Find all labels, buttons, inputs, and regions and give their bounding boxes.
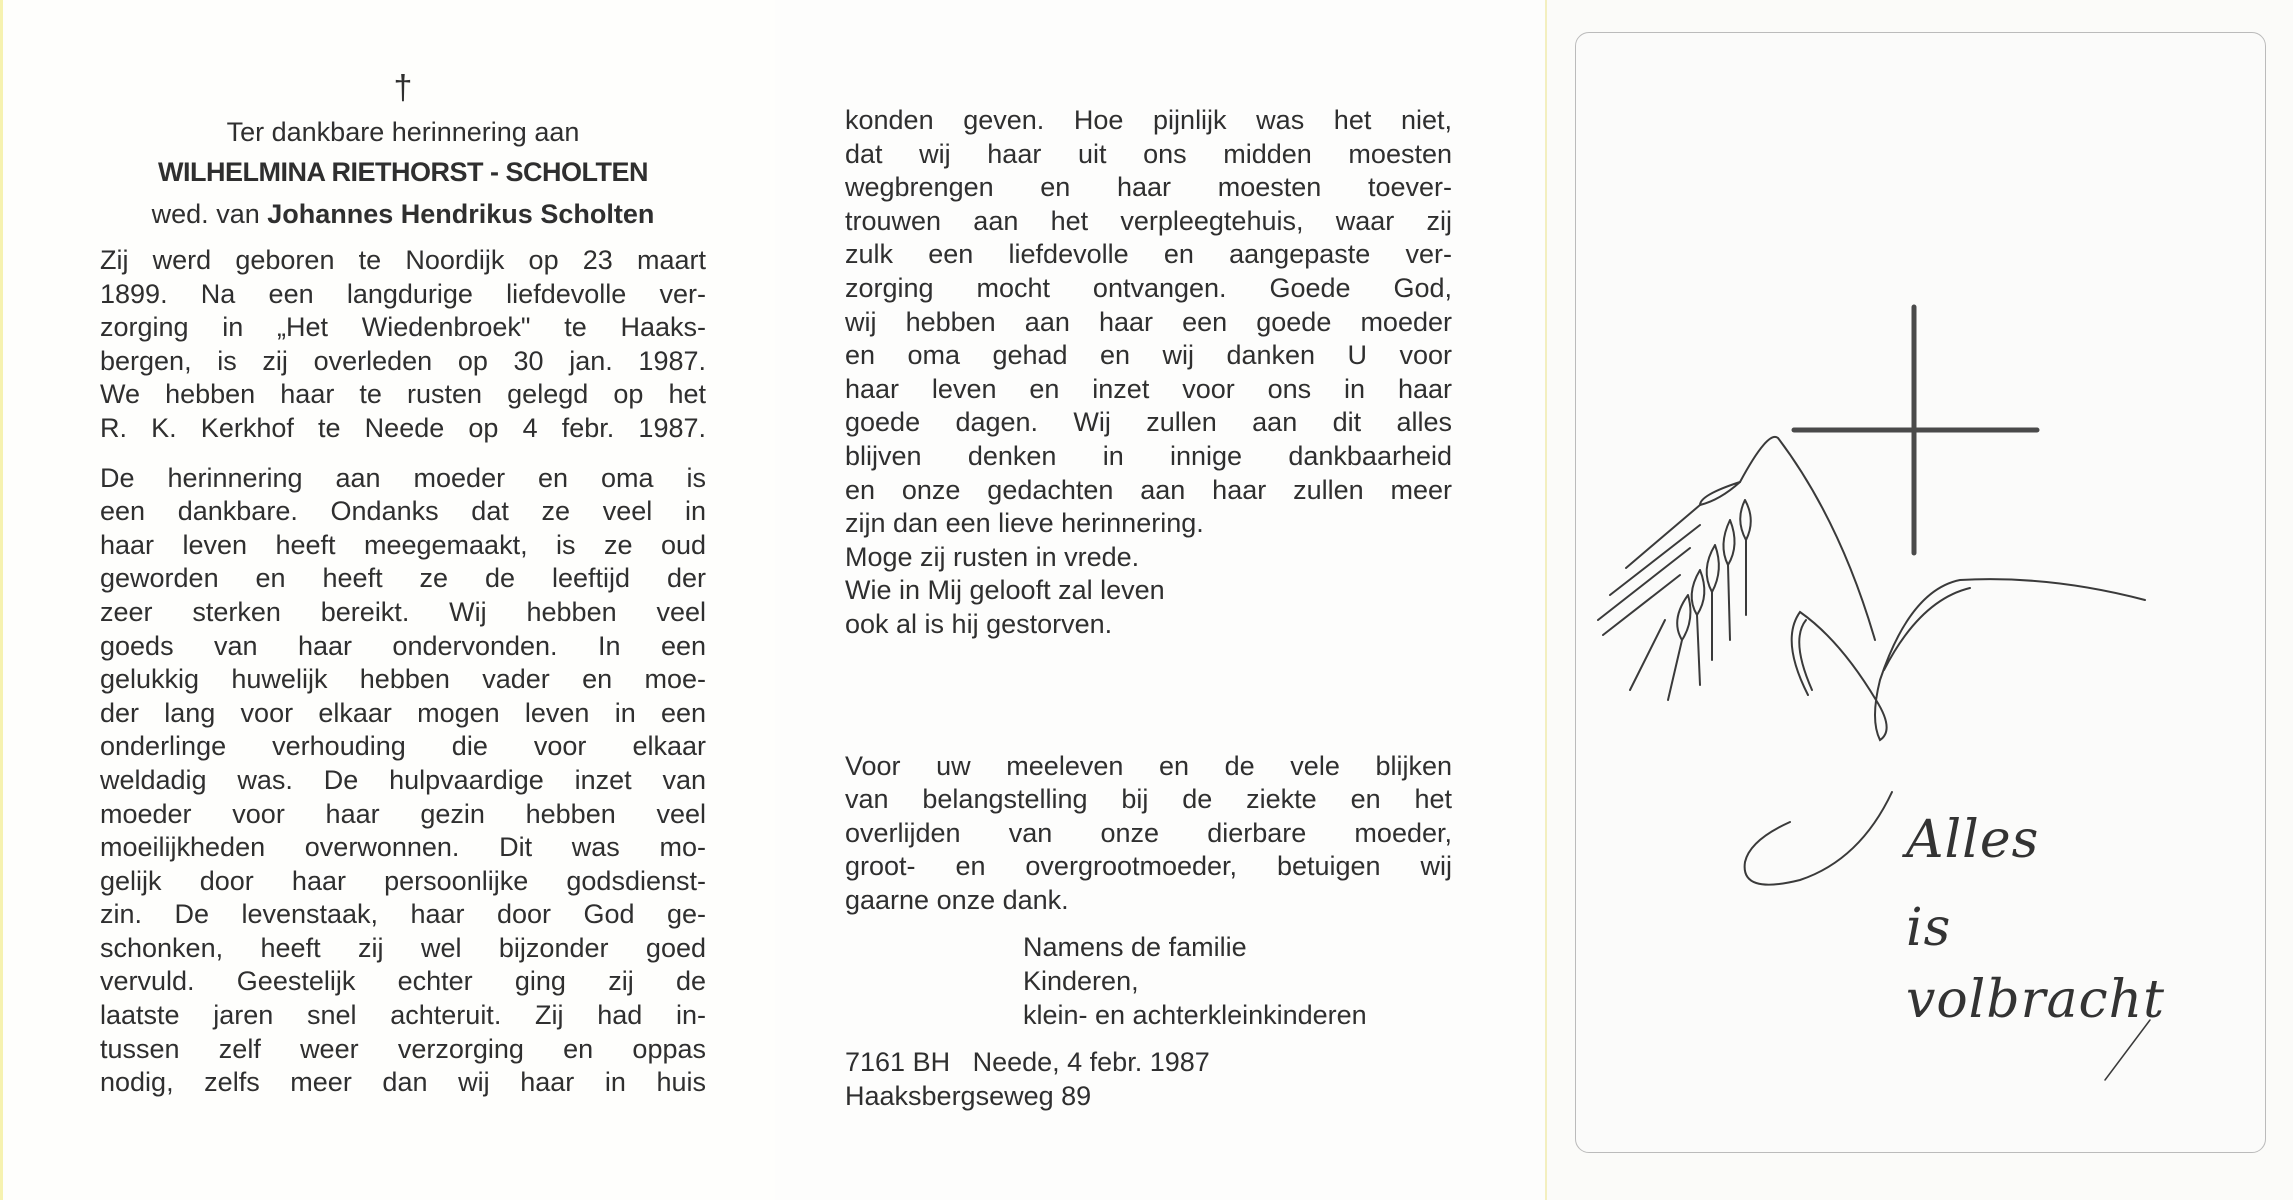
text-line: Zij werd geboren te Noordijk op 23 maart — [100, 245, 706, 275]
text-line: Moge zij rusten in vrede. — [845, 541, 1140, 572]
text-line: zijn dan een lieve herinnering. — [845, 508, 1204, 539]
text-line: blijven denken in innige dankbaarheid — [845, 440, 1452, 471]
text-line: zeer sterken bereikt. Wij hebben veel — [100, 596, 706, 627]
text-line: Wie in Mij gelooft zal leven — [845, 575, 1165, 606]
text-line: moeilijkheden overwonnen. Dit was mo- — [100, 832, 706, 863]
text-line: bergen, is zij overleden op 30 jan. 1987. — [100, 345, 706, 376]
text-line: gelukkig huwelijk hebben vader en moe- — [100, 664, 706, 695]
text-line: klein- en achterkleinkinderen — [1023, 999, 1367, 1030]
text-line: overlijden van onze dierbare moeder, — [845, 817, 1452, 848]
text-line: 1899. Na een langdurige liefdevolle ver- — [100, 278, 706, 309]
text-line: moeder voor haar gezin hebben veel — [100, 798, 706, 829]
cross-icon: † — [393, 69, 413, 107]
text-line: haar leven heeft meegemaakt, is ze oud — [100, 529, 706, 560]
text-line: De herinnering aan moeder en oma is — [100, 462, 706, 493]
text-line: We hebben haar te rusten gelegd op het — [100, 379, 706, 410]
text-line: zin. De levenstaak, haar door God ge- — [100, 899, 706, 930]
text-line: haar leven en inzet voor ons in haar — [845, 373, 1452, 404]
text-line: der lang voor elkaar mogen leven in een — [100, 697, 706, 728]
intro-line: Ter dankbare herinnering aan — [226, 117, 580, 147]
text-line: nodig, zelfs meer dan wij haar in huis — [100, 1067, 706, 1098]
text-line: onderlinge verhouding die voor elkaar — [100, 731, 706, 762]
text-line: wegbrengen en haar moesten toever- — [845, 172, 1452, 203]
text-line: goede dagen. Wij zullen aan dit alles — [845, 407, 1452, 438]
text-line: tussen zelf weer verzorging en oppas — [100, 1033, 706, 1064]
husband-name: Johannes Hendrikus Scholten — [267, 199, 655, 229]
text-line: van belangstelling bij de ziekte en het — [845, 784, 1452, 815]
text-line: Haaksbergseweg 89 — [845, 1080, 1092, 1111]
text-line: R. K. Kerkhof te Neede op 4 febr. 1987. — [100, 412, 706, 443]
text-line: goeds van haar ondervonden. In een — [100, 630, 706, 661]
text-line: zulk een liefdevolle en aangepaste ver- — [845, 239, 1452, 270]
cross-icon — [1794, 307, 2037, 553]
text-line: vervuld. Geestelijk echter ging zij de — [100, 966, 706, 997]
text-line: groot- en overgrootmoeder, betuigen wij — [845, 851, 1452, 882]
motto-line-2: is — [1906, 898, 1952, 958]
text-line: en oma gehad en wij danken U voor — [845, 340, 1452, 371]
text-line: gelijk door haar persoonlijke godsdienst- — [100, 865, 706, 896]
text-line: zorging in „Het Wiedenbroek" te Haaks- — [100, 312, 706, 343]
text-line: Kinderen, — [1023, 966, 1139, 997]
text-line: laatste jaren snel achteruit. Zij had in- — [100, 1000, 706, 1031]
text-line: Namens de familie — [1023, 932, 1247, 963]
motto-line-1: Alles — [1906, 810, 2040, 870]
text-line: geworden en heeft ze de leeftijd der — [100, 563, 706, 594]
widow-prefix: wed. van — [151, 199, 260, 229]
text-line: een dankbare. Ondanks dat ze veel in — [100, 496, 706, 527]
text-line: wij hebben aan haar een goede moeder — [845, 306, 1452, 337]
text-line: Voor uw meeleven en de vele blijken — [845, 750, 1452, 781]
text-line: trouwen aan het verpleegtehuis, waar zij — [845, 205, 1452, 236]
text-line: zorging mocht ontvangen. Goede God, — [845, 272, 1452, 303]
text-line: konden geven. Hoe pijnlijk was het niet, — [845, 105, 1452, 135]
motto-line-3: volbracht — [1906, 970, 2165, 1030]
text-line: weldadig was. De hulpvaardige inzet van — [100, 764, 706, 795]
deceased-name: WILHELMINA RIETHORST - SCHOLTEN — [158, 157, 648, 187]
text-line: ook al is hij gestorven. — [845, 608, 1113, 639]
text-line: gaarne onze dank. — [845, 884, 1069, 915]
wheat-icon — [1598, 437, 2145, 885]
text-line: 7161 BH Neede, 4 febr. 1987 — [845, 1047, 1210, 1078]
text-line: dat wij haar uit ons midden moesten — [845, 138, 1452, 169]
text-line: schonken, heeft zij wel bijzonder goed — [100, 932, 706, 963]
text-line: en onze gedachten aan haar zullen meer — [845, 474, 1452, 505]
